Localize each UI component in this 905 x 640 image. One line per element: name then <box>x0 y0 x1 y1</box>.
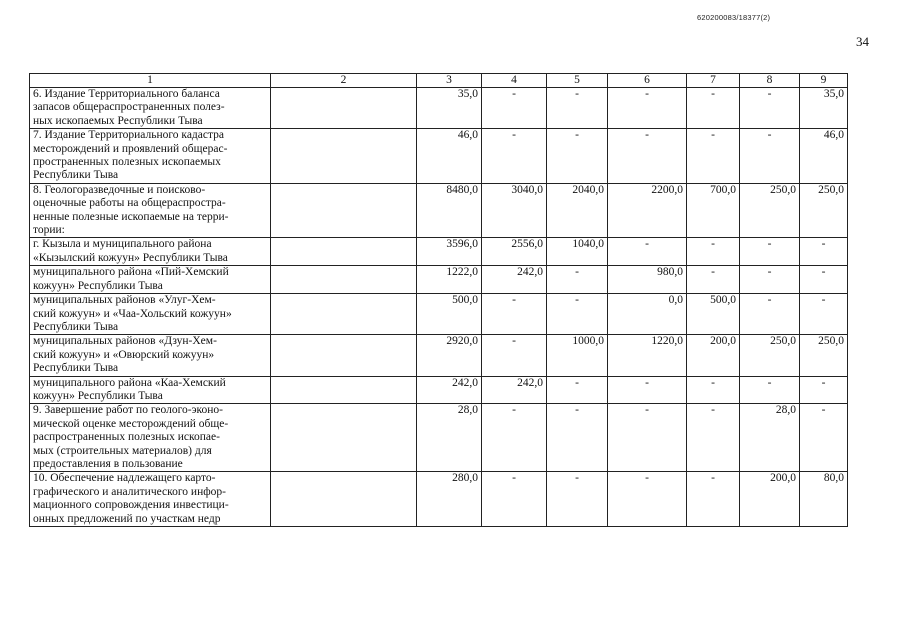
value-cell-col-8: - <box>740 238 800 266</box>
value-cell-col-7: - <box>687 266 740 294</box>
row-name-line: онных предложений по участкам недр <box>33 512 221 525</box>
column-header-2: 2 <box>271 74 417 88</box>
page-number: 34 <box>856 34 869 49</box>
column-header-1: 1 <box>30 74 271 88</box>
value-cell-col-7: 700,0 <box>687 183 740 238</box>
value-cell-col-9: 80,0 <box>800 472 848 527</box>
value-cell-col-7: - <box>687 472 740 527</box>
value-cell-col-8: 200,0 <box>740 472 800 527</box>
row-name-cell <box>30 335 271 376</box>
value-cell-col-7: - <box>687 88 740 129</box>
column-header-5: 5 <box>547 74 608 88</box>
budget-table <box>29 73 848 527</box>
value-cell-col-5: - <box>547 294 608 335</box>
document-code: 620200083/18377(2) <box>697 13 771 22</box>
row-name-line: тории: <box>33 224 65 237</box>
value-cell-col-8: - <box>740 376 800 404</box>
row-col2-cell <box>271 335 417 376</box>
value-cell-col-5: 2040,0 <box>547 183 608 238</box>
row-col2-cell <box>271 294 417 335</box>
value-cell-col-4: 242,0 <box>482 376 547 404</box>
value-cell-col-8: 250,0 <box>740 183 800 238</box>
value-cell-col-3: 1222,0 <box>417 266 482 294</box>
row-name-line: пространенных полезных ископаемых <box>33 156 221 169</box>
row-name-line: мых (строительных материалов) для <box>33 444 212 457</box>
row-name-line: месторождений и проявлений общерас- <box>33 142 228 155</box>
row-name-line: кожуун» Республики Тыва <box>33 279 163 292</box>
value-cell-col-9: - <box>800 238 848 266</box>
value-cell-col-8: - <box>740 129 800 184</box>
value-cell-col-6: - <box>608 404 687 472</box>
row-name-line: ненные полезные ископаемые на терри- <box>33 210 229 223</box>
value-cell-col-5: 1040,0 <box>547 238 608 266</box>
value-cell-col-9: 250,0 <box>800 335 848 376</box>
row-name-line: предоставления в пользование <box>33 457 183 470</box>
table-row <box>30 472 848 527</box>
value-cell-col-7: 200,0 <box>687 335 740 376</box>
row-name-line: распространенных полезных ископае- <box>33 431 220 444</box>
value-cell-col-3: 500,0 <box>417 294 482 335</box>
value-cell-col-4: - <box>482 472 547 527</box>
value-cell-col-6: - <box>608 376 687 404</box>
row-name-line: г. Кызыла и муниципального района <box>33 238 212 251</box>
value-cell-col-5: - <box>547 404 608 472</box>
row-name-line: Республики Тыва <box>33 320 119 333</box>
row-name-line: Республики Тыва <box>33 362 119 375</box>
value-cell-col-8: - <box>740 294 800 335</box>
row-name-line: 6. Издание Территориального баланса <box>33 88 220 100</box>
value-cell-col-6: 980,0 <box>608 266 687 294</box>
value-cell-col-3: 280,0 <box>417 472 482 527</box>
row-col2-cell <box>271 472 417 527</box>
value-cell-col-3: 8480,0 <box>417 183 482 238</box>
value-cell-col-8: 28,0 <box>740 404 800 472</box>
table-row <box>30 183 848 238</box>
value-cell-col-6: - <box>608 238 687 266</box>
row-name-line: 8. Геологоразведочные и поисково- <box>33 183 206 196</box>
value-cell-col-5: - <box>547 88 608 129</box>
value-cell-col-7: - <box>687 376 740 404</box>
value-cell-col-5: - <box>547 376 608 404</box>
value-cell-col-7: - <box>687 238 740 266</box>
value-cell-col-4: 242,0 <box>482 266 547 294</box>
value-cell-col-7: - <box>687 404 740 472</box>
value-cell-col-4: - <box>482 335 547 376</box>
table-row <box>30 88 848 129</box>
row-name-line: оценочные работы на общераспростра- <box>33 197 226 210</box>
row-name-line: муниципального района «Каа-Хемский <box>33 376 226 389</box>
row-name-line: 9. Завершение работ по геолого-эконо- <box>33 404 224 417</box>
row-name-line: муниципальных районов «Дзун-Хем- <box>33 335 217 348</box>
value-cell-col-9: 250,0 <box>800 183 848 238</box>
row-name-line: «Кызылский кожуун» Республики Тыва <box>33 251 228 264</box>
value-cell-col-6: - <box>608 129 687 184</box>
table-body <box>30 88 848 527</box>
table-row <box>30 335 848 376</box>
value-cell-col-7: - <box>687 129 740 184</box>
column-header-3: 3 <box>417 74 482 88</box>
value-cell-col-9: - <box>800 376 848 404</box>
column-header-7: 7 <box>687 74 740 88</box>
value-cell-col-9: - <box>800 294 848 335</box>
value-cell-col-9: 35,0 <box>800 88 848 129</box>
value-cell-col-8: - <box>740 266 800 294</box>
row-name-cell <box>30 376 271 404</box>
value-cell-col-4: 2556,0 <box>482 238 547 266</box>
value-cell-col-4: - <box>482 294 547 335</box>
row-name-cell <box>30 238 271 266</box>
column-header-8: 8 <box>740 74 800 88</box>
column-header-9: 9 <box>800 74 848 88</box>
value-cell-col-4: 3040,0 <box>482 183 547 238</box>
row-name-cell <box>30 183 271 238</box>
value-cell-col-5: 1000,0 <box>547 335 608 376</box>
row-col2-cell <box>271 404 417 472</box>
value-cell-col-6: - <box>608 88 687 129</box>
row-name-cell <box>30 266 271 294</box>
row-name-line: Республики Тыва <box>33 169 119 182</box>
row-col2-cell <box>271 88 417 129</box>
table-row <box>30 129 848 184</box>
row-col2-cell <box>271 266 417 294</box>
value-cell-col-3: 242,0 <box>417 376 482 404</box>
row-name-line: муниципального района «Пий-Хемский <box>33 266 229 279</box>
value-cell-col-5: - <box>547 266 608 294</box>
row-name-cell <box>30 129 271 184</box>
row-name-cell <box>30 88 271 129</box>
row-name-line: ных ископаемых Республики Тыва <box>33 114 203 127</box>
table-row <box>30 266 848 294</box>
row-col2-cell <box>271 376 417 404</box>
column-header-4: 4 <box>482 74 547 88</box>
value-cell-col-9: 46,0 <box>800 129 848 184</box>
value-cell-col-5: - <box>547 472 608 527</box>
value-cell-col-9: - <box>800 266 848 294</box>
header-row <box>30 74 848 88</box>
column-header-6: 6 <box>608 74 687 88</box>
row-name-line: муниципальных районов «Улуг-Хем- <box>33 294 216 307</box>
value-cell-col-3: 46,0 <box>417 129 482 184</box>
value-cell-col-4: - <box>482 404 547 472</box>
row-name-cell <box>30 294 271 335</box>
value-cell-col-6: 2200,0 <box>608 183 687 238</box>
row-col2-cell <box>271 183 417 238</box>
table-row <box>30 404 848 472</box>
value-cell-col-6: 0,0 <box>608 294 687 335</box>
table-row <box>30 238 848 266</box>
value-cell-col-3: 28,0 <box>417 404 482 472</box>
row-name-cell <box>30 472 271 527</box>
table-row <box>30 376 848 404</box>
value-cell-col-6: 1220,0 <box>608 335 687 376</box>
value-cell-col-3: 35,0 <box>417 88 482 129</box>
row-name-line: мической оценке месторождений обще- <box>33 417 229 430</box>
row-name-line: мационного сопровождения инвестици- <box>33 499 229 512</box>
row-name-line: ский кожуун» и «Чаа-Хольский кожуун» <box>33 307 232 320</box>
value-cell-col-5: - <box>547 129 608 184</box>
value-cell-col-7: 500,0 <box>687 294 740 335</box>
row-name-line: 7. Издание Территориального кадастра <box>33 129 225 142</box>
value-cell-col-4: - <box>482 88 547 129</box>
row-name-line: кожуун» Республики Тыва <box>33 389 163 402</box>
row-name-line: 10. Обеспечение надлежащего карто- <box>33 472 216 485</box>
value-cell-col-8: 250,0 <box>740 335 800 376</box>
value-cell-col-3: 3596,0 <box>417 238 482 266</box>
row-col2-cell <box>271 129 417 184</box>
value-cell-col-3: 2920,0 <box>417 335 482 376</box>
row-name-line: ский кожуун» и «Овюрский кожуун» <box>33 348 215 361</box>
value-cell-col-8: - <box>740 88 800 129</box>
row-col2-cell <box>271 238 417 266</box>
value-cell-col-6: - <box>608 472 687 527</box>
value-cell-col-9: - <box>800 404 848 472</box>
row-name-cell <box>30 404 271 472</box>
row-name-line: запасов общераспространенных полез- <box>33 101 225 114</box>
table-row <box>30 294 848 335</box>
row-name-line: графического и аналитического инфор- <box>33 485 227 498</box>
value-cell-col-4: - <box>482 129 547 184</box>
